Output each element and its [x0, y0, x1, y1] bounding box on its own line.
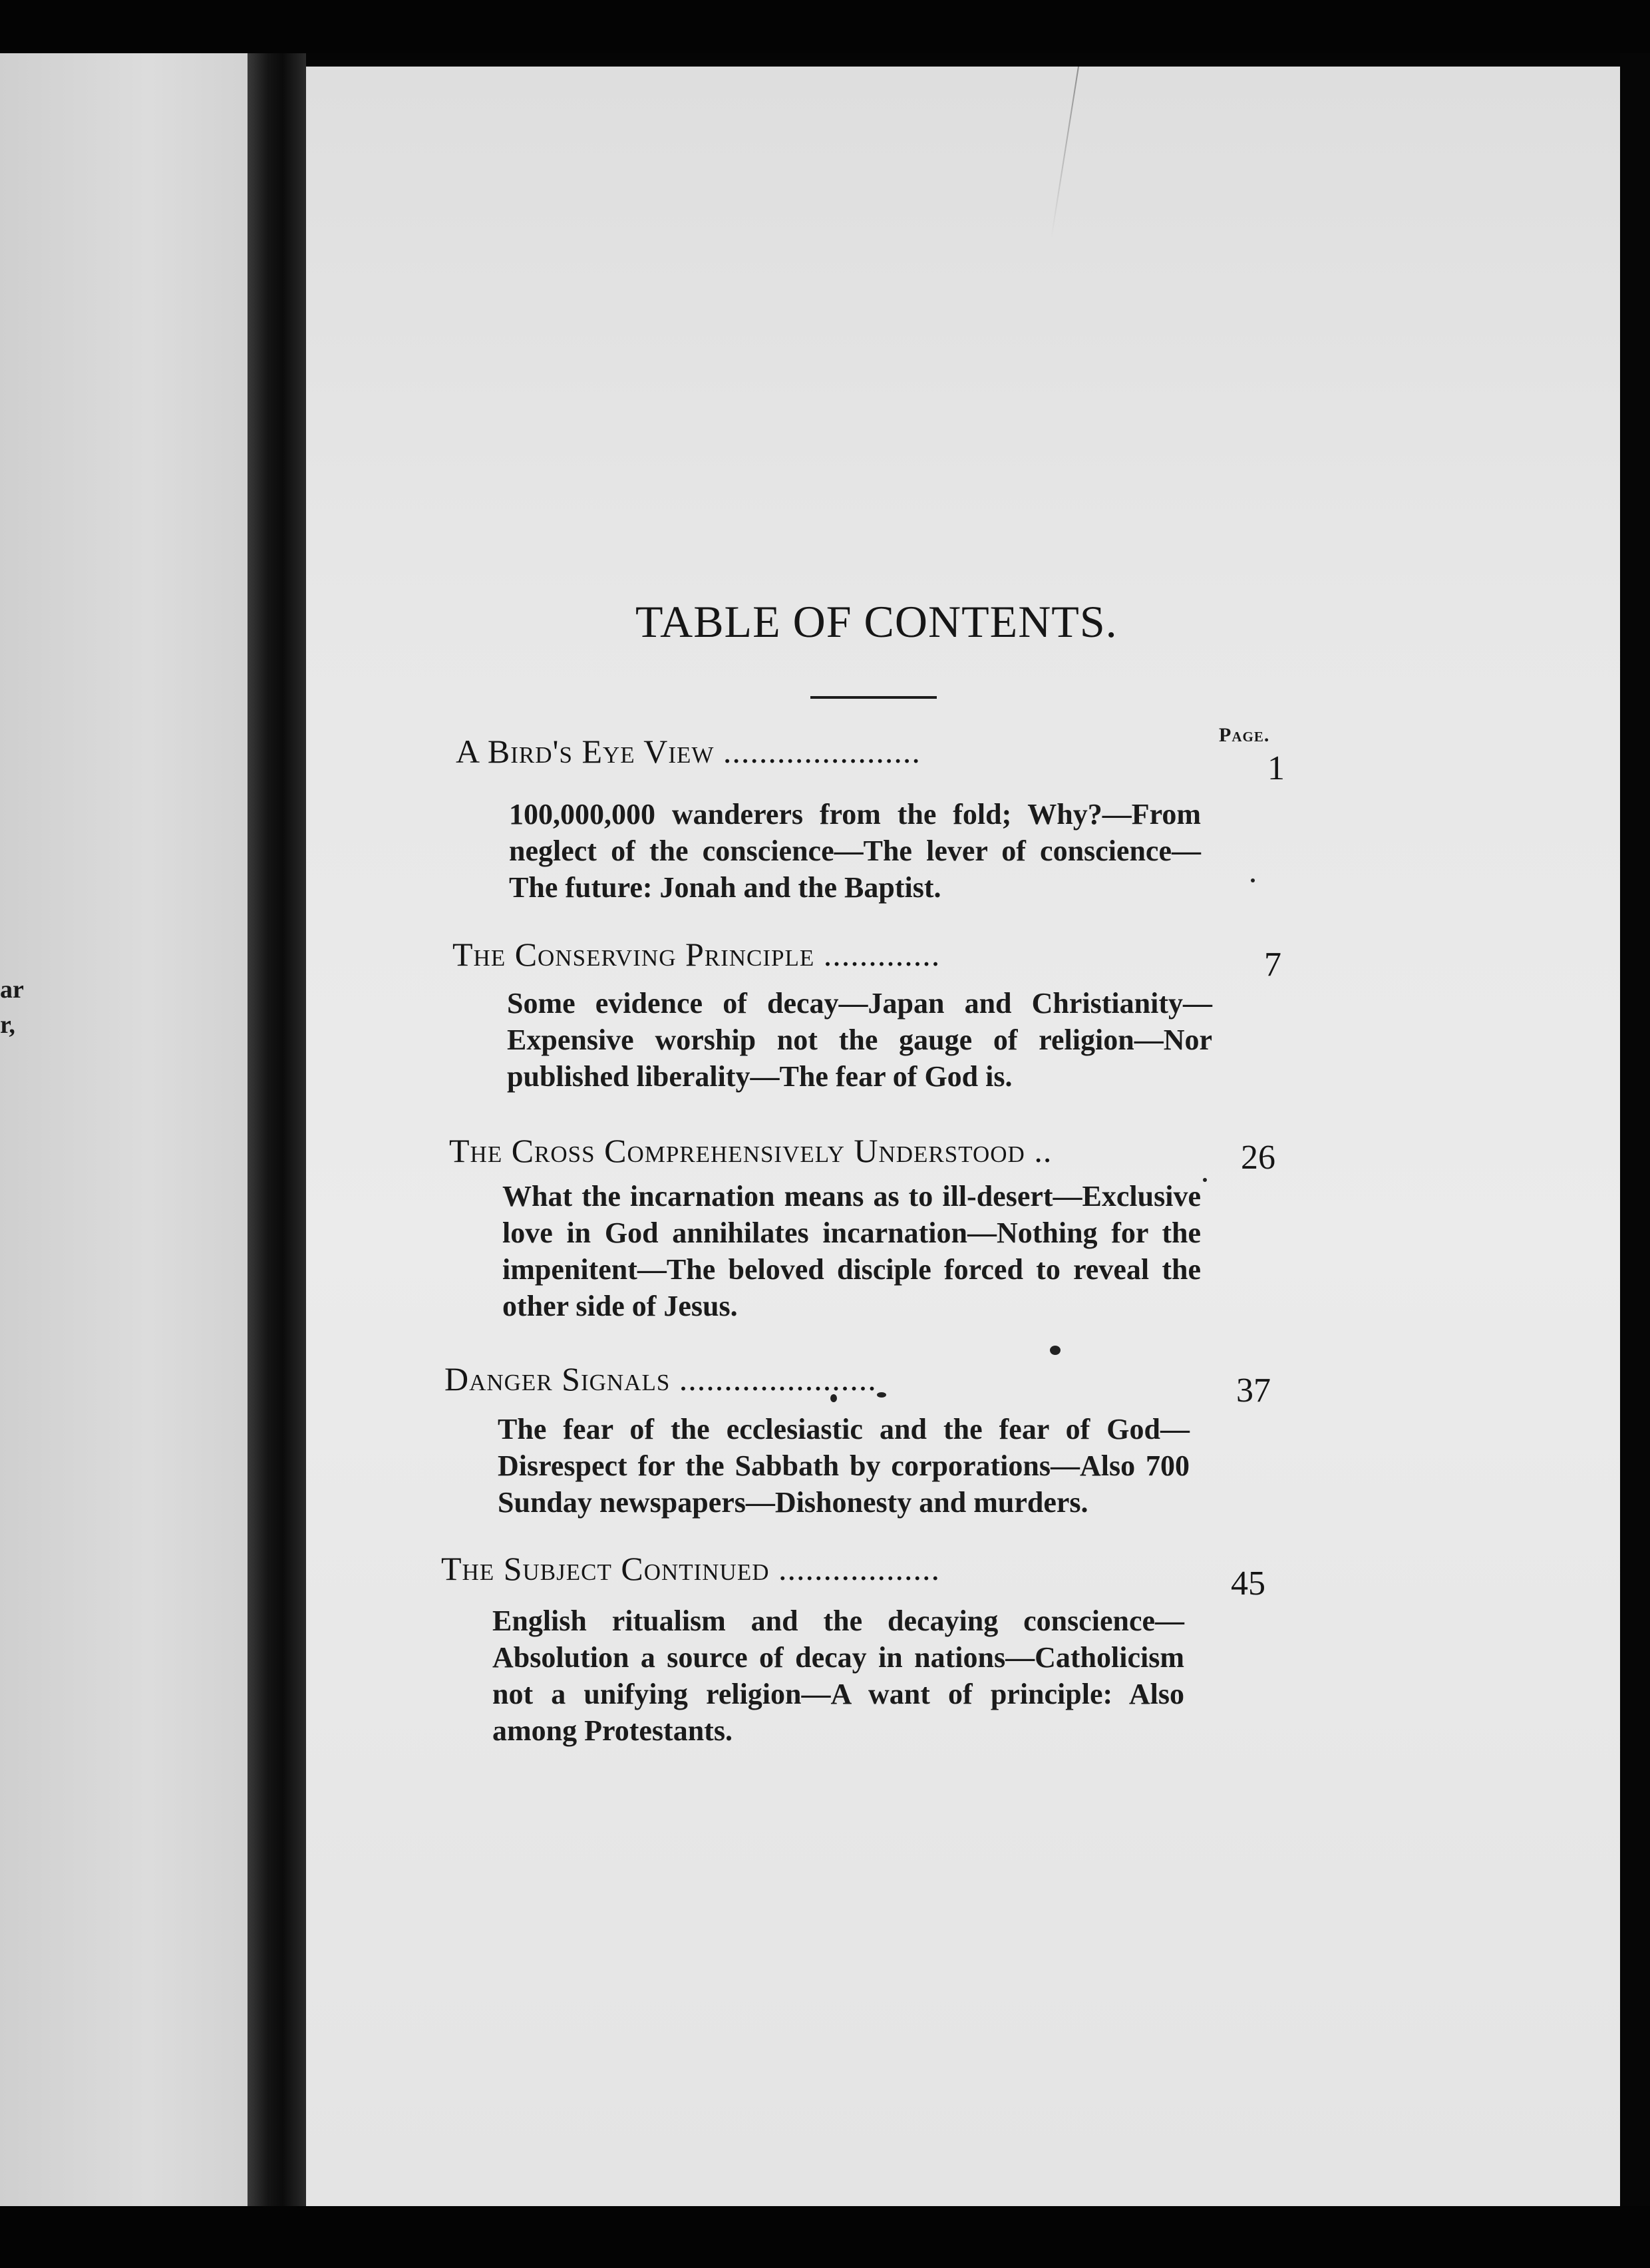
dot-leader: ......................	[679, 1360, 877, 1398]
facing-page-fragment: ar	[0, 976, 24, 1004]
toc-entry-page[interactable]: 37	[1236, 1372, 1271, 1410]
toc-entry-summary: English ritualism and the decaying conscience—Absolution a source of decay in nations—Catholicism not a unifying religion—A want of principle: Also among Protestants.	[492, 1605, 1184, 1747]
ink-speck	[1203, 1178, 1207, 1182]
facing-page-edge	[0, 53, 248, 2206]
toc-entry-title-text: The Conserving Principle	[452, 936, 815, 973]
book-gutter	[248, 53, 306, 2206]
toc-entry-title-text: The Subject Continued	[441, 1550, 770, 1587]
toc-entry-title[interactable]	[441, 1549, 940, 1588]
toc-entry-summary: The fear of the ecclesiastic and the fear of God—Disrespect for the Sabbath by corporations—Also 700 Sunday newspapers—Dishonesty and murders.	[498, 1413, 1190, 1519]
toc-entry-title-text: A Bird's Eye View	[456, 733, 715, 770]
ink-speck	[1050, 1346, 1061, 1355]
scan-border-right	[1620, 53, 1650, 2268]
title-rule	[810, 696, 937, 699]
toc-entry-title-text: The Cross Comprehensively Understood	[449, 1132, 1025, 1169]
dot-leader: ..................	[778, 1550, 940, 1587]
toc-entry-page[interactable]: 45	[1231, 1565, 1265, 1603]
toc-entry-summary: 100,000,000 wanderers from the fold; Why?—From neglect of the conscience—The lever of conscience—The future: Jonah and the Baptist.	[509, 798, 1201, 904]
toc-entry-summary: Some evidence of decay—Japan and Christianity—Expensive worship not the gauge of religion—Nor published liberality—The fear of God is.	[507, 987, 1212, 1093]
scan-border-bottom	[0, 2206, 1650, 2268]
toc-entry-page[interactable]: 7	[1264, 946, 1281, 984]
dot-leader: ..	[1034, 1132, 1053, 1169]
toc-entry-title[interactable]	[456, 732, 921, 771]
toc-entry-title-text: Danger Signals	[444, 1360, 671, 1398]
page-column-label: Page.	[1219, 724, 1270, 746]
dot-leader: ......................	[723, 733, 921, 770]
ink-speck	[877, 1392, 886, 1398]
toc-entry-title[interactable]	[449, 1131, 1052, 1170]
toc-entry-title[interactable]	[444, 1360, 877, 1398]
toc-entry-page[interactable]: 1	[1267, 749, 1285, 787]
toc-entry-page[interactable]: 26	[1241, 1139, 1275, 1177]
toc-entry-summary: What the incarnation means as to ill-desert—Exclusive love in God annihilates incarnation—Nothing for the impenitent—The beloved disciple forced to reveal the other side of Jesus.	[502, 1180, 1201, 1322]
facing-page-fragment: r,	[0, 1011, 15, 1039]
scan-border-top	[0, 0, 1650, 53]
ink-speck	[1251, 878, 1255, 882]
page-title: TABLE OF CONTENTS.	[635, 596, 1118, 647]
toc-entry-title[interactable]	[452, 935, 940, 974]
dot-leader: .............	[823, 936, 941, 973]
